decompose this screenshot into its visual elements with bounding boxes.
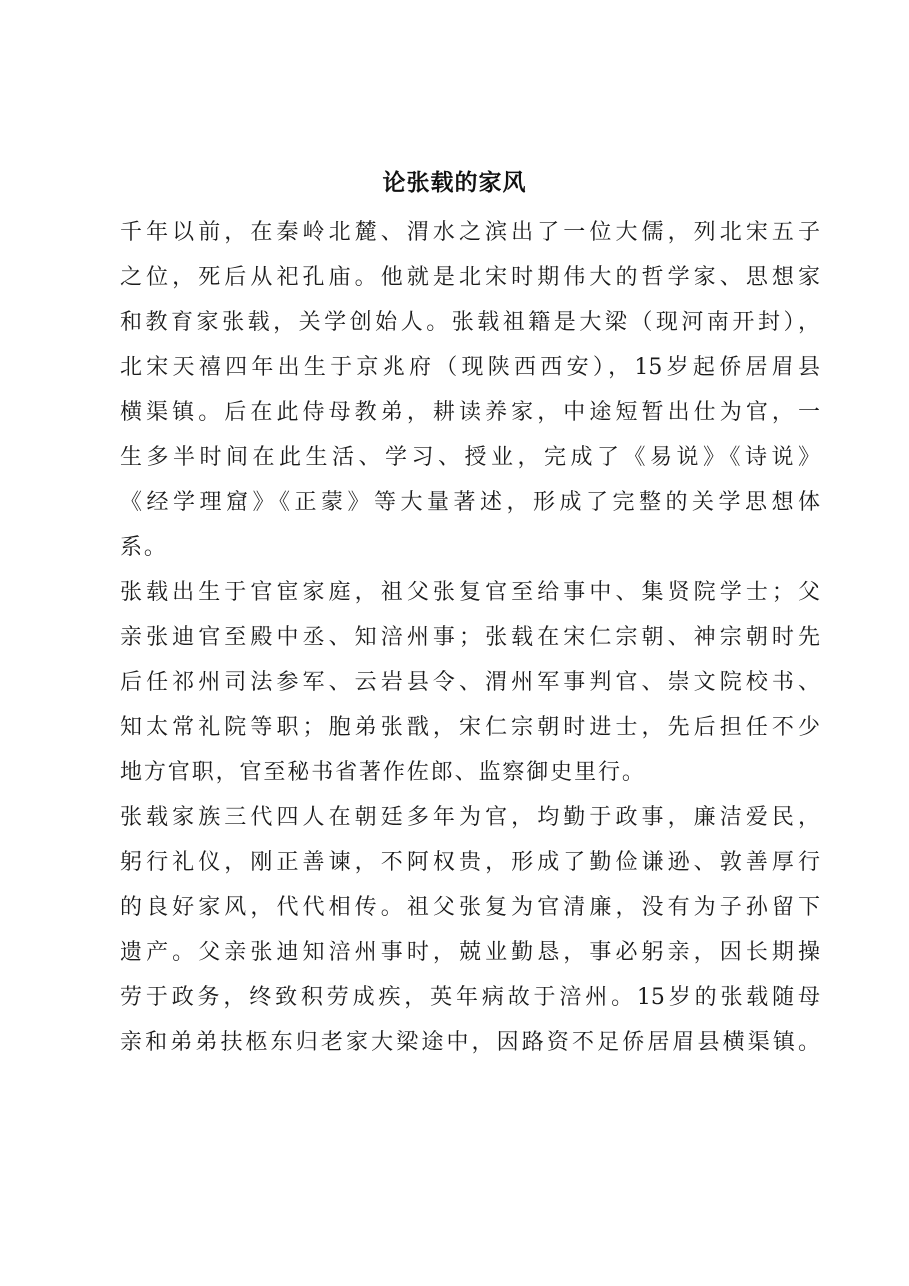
paragraph-2 xyxy=(120,570,820,795)
text-line: 张载出生于官宦家庭，祖父张复官至给事中、集贤院学士；父 xyxy=(120,580,820,605)
text-line: 千年以前，在秦岭北麓、渭水之滨出了一位大儒，列北宋五子 xyxy=(120,220,820,245)
text-line: 遗产。父亲张迪知涪州事时，兢业勤恳，事必躬亲，因长期操 xyxy=(120,940,820,965)
text-line: 知太常礼院等职；胞弟张戬，宋仁宗朝时进士，先后担任不少 xyxy=(120,715,820,740)
text-line: 亲张迪官至殿中丞、知涪州事；张载在宋仁宗朝、神宗朝时先 xyxy=(120,625,820,650)
text-line: 亲和弟弟扶柩东归老家大梁途中，因路资不足侨居眉县横渠镇。 xyxy=(120,1030,820,1055)
document-body xyxy=(120,210,820,1065)
text-line: 张载家族三代四人在朝廷多年为官，均勤于政事，廉洁爱民， xyxy=(120,805,820,830)
text-line: 《经学理窟》《正蒙》等大量著述，形成了完整的关学思想体 xyxy=(120,490,820,515)
text-line: 系。 xyxy=(120,535,168,560)
text-line: 地方官职，官至秘书省著作佐郎、监察御史里行。 xyxy=(120,760,646,785)
text-line: 之位，死后从祀孔庙。他就是北宋时期伟大的哲学家、思想家 xyxy=(120,265,820,290)
document-title: 论张载的家风 xyxy=(382,169,527,196)
paragraph-3 xyxy=(120,795,820,1065)
text-line: 北宋天禧四年出生于京兆府（现陕西西安），15岁起侨居眉县 xyxy=(120,355,820,380)
text-line: 后任祁州司法参军、云岩县令、渭州军事判官、崇文院校书、 xyxy=(120,670,820,695)
text-line: 躬行礼仪，刚正善谏，不阿权贵，形成了勤俭谦逊、敦善厚行 xyxy=(120,850,820,875)
paragraph-1 xyxy=(120,210,820,570)
text-line: 和教育家张载，关学创始人。张载祖籍是大梁（现河南开封）， xyxy=(120,310,820,335)
text-line: 劳于政务，终致积劳成疾，英年病故于涪州。15岁的张载随母 xyxy=(120,985,820,1010)
text-line: 横渠镇。后在此侍母教弟，耕读养家，中途短暂出仕为官，一 xyxy=(120,400,820,425)
text-line: 的良好家风，代代相传。祖父张复为官清廉，没有为子孙留下 xyxy=(120,895,820,920)
text-line: 生多半时间在此生活、学习、授业，完成了《易说》《诗说》 xyxy=(120,445,820,470)
